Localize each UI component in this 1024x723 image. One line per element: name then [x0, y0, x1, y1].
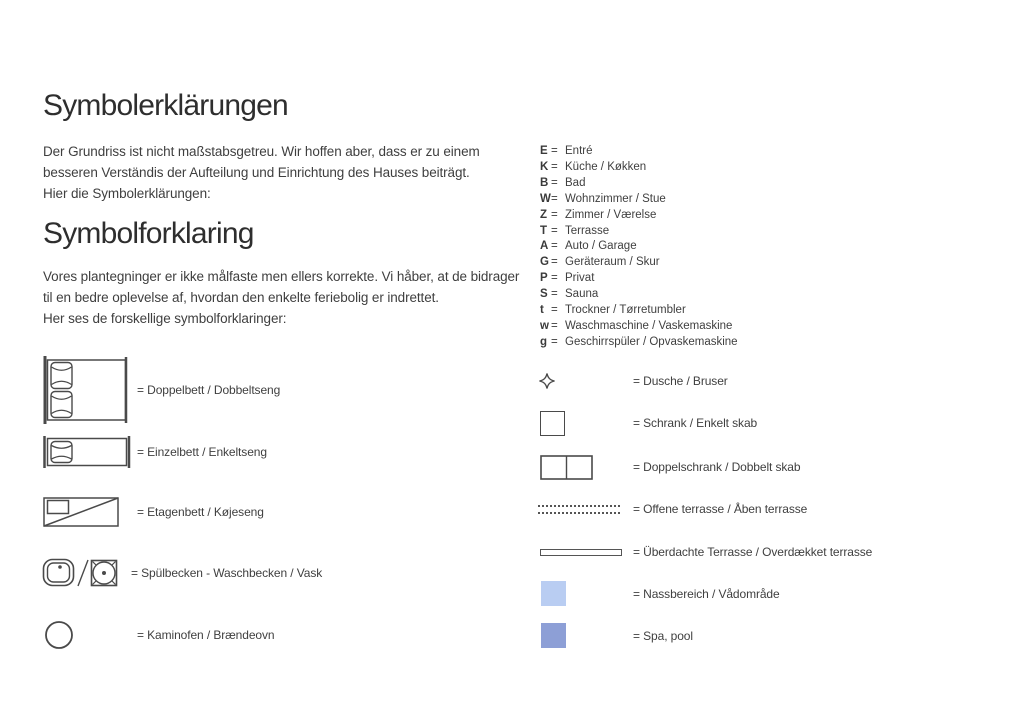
- room-code-label: Zimmer / Værelse: [565, 208, 657, 221]
- room-code-letter: W: [540, 192, 551, 205]
- symbol-label: = Nassbereich / Vådområde: [633, 586, 780, 601]
- symbol-row-spa-pool: [541, 623, 693, 648]
- room-code-row: [540, 255, 738, 271]
- slash-separator: [76, 557, 90, 589]
- room-code-letter: t: [540, 304, 544, 317]
- room-code-label: Bad: [565, 176, 586, 189]
- room-code-letter: w: [540, 319, 549, 332]
- equals-sign: =: [551, 335, 558, 348]
- equals-sign: =: [551, 145, 558, 157]
- washbasin-icon: [42, 558, 76, 588]
- equals-sign: =: [551, 288, 558, 301]
- symbol-row-wet-area: [541, 581, 780, 606]
- room-code-letter: g: [540, 335, 548, 348]
- shower-icon: [538, 372, 556, 390]
- room-code-list: [540, 144, 738, 351]
- room-code-label: Auto / Garage: [565, 240, 637, 253]
- symbol-row-shower: [538, 372, 728, 390]
- symbol-row-sink: [42, 556, 322, 590]
- page-title-german: Symbolerklärungen: [43, 89, 288, 122]
- intro-german-line: Hier die Symbolerklärungen:: [43, 186, 211, 201]
- room-code-row: [540, 144, 738, 160]
- equals-sign: =: [551, 319, 558, 332]
- equals-sign: =: [551, 192, 558, 205]
- symbol-row-open-terrace: [538, 503, 807, 515]
- intro-danish-line: Her ses de forskellige symbolforklaringer:: [43, 311, 287, 326]
- equals-sign: =: [551, 256, 558, 269]
- room-code-letter: Z: [540, 208, 548, 221]
- symbol-label: = Etagenbett / Køjeseng: [137, 505, 264, 519]
- room-code-label: Geschirrspüler / Opvaskemaskine: [565, 335, 738, 348]
- room-code-row: [540, 319, 738, 335]
- equals-sign: =: [551, 304, 558, 317]
- open-terrace-icon: [538, 505, 620, 514]
- room-code-label: Terrasse: [565, 224, 610, 237]
- room-code-label: Geräteraum / Skur: [565, 256, 660, 269]
- double-bed-icon: [43, 356, 129, 424]
- symbol-label: = Schrank / Enkelt skab: [633, 416, 758, 430]
- room-code-label: Küche / Køkken: [565, 160, 647, 173]
- symbol-row-double-bed: [43, 356, 280, 424]
- equals-sign: =: [551, 240, 558, 253]
- room-code-label: Entré: [565, 145, 593, 157]
- room-code-row: [540, 192, 738, 208]
- symbol-label: = Kaminofen / Brændeovn: [137, 628, 275, 642]
- symbol-label: = Überdachte Terrasse / Overdækket terrasse: [633, 545, 873, 559]
- room-code-row: [540, 239, 738, 255]
- single-bed-icon: [43, 436, 131, 468]
- room-code-label: Trockner / Tørretumbler: [565, 304, 686, 317]
- symbol-label: = Spa, pool: [633, 628, 693, 643]
- room-code-row: [540, 176, 738, 192]
- single-cabinet-icon: [540, 411, 565, 436]
- equals-sign: =: [551, 224, 558, 237]
- room-code-letter: K: [540, 160, 549, 173]
- intro-danish-line: Vores plantegninger er ikke målfaste men ellers korrekte. Vi håber, at de bidrager: [43, 269, 520, 284]
- equals-sign: =: [551, 160, 558, 173]
- room-code-letter: T: [540, 224, 548, 237]
- bunk-bed-icon: [43, 497, 119, 527]
- symbol-label: = Einzelbett / Enkeltseng: [137, 445, 267, 459]
- intro-danish-line: til en bedre oplevelse af, hvordan den enkelte feriebolig er indrettet.: [43, 290, 439, 305]
- wood-stove-icon: [44, 620, 74, 650]
- equals-sign: =: [551, 272, 558, 285]
- room-code-row: [540, 335, 738, 351]
- symbol-label: = Offene terrasse / Åben terrasse: [633, 502, 808, 516]
- symbol-label: = Doppelbett / Dobbeltseng: [137, 383, 281, 397]
- room-code-letter: A: [540, 240, 549, 253]
- symbol-label: = Doppelschrank / Dobbelt skab: [633, 460, 801, 474]
- double-cabinet-icon: [540, 455, 593, 480]
- room-code-label: Wohnzimmer / Stue: [565, 192, 666, 205]
- intro-german-line: besseren Verständis der Aufteilung und Einrichtung des Hauses beiträgt.: [43, 165, 470, 180]
- wet-area-swatch: [541, 581, 566, 606]
- sink-icon: [90, 559, 118, 587]
- room-code-row: [540, 224, 738, 240]
- symbol-label: = Spülbecken - Waschbecken / Vask: [131, 566, 323, 580]
- room-code-label: Privat: [565, 272, 595, 285]
- room-code-letter: E: [540, 145, 548, 157]
- room-code-letter: S: [540, 288, 548, 301]
- spa-pool-swatch: [541, 623, 566, 648]
- intro-german-line: Der Grundriss ist nicht maßstabsgetreu. Wir hoffen aber, dass er zu einem: [43, 144, 480, 159]
- symbol-row-bunk-bed: [43, 497, 264, 527]
- covered-terrace-icon: [540, 549, 622, 556]
- room-code-row: [540, 160, 738, 176]
- room-code-label: Waschmaschine / Vaskemaskine: [565, 319, 733, 332]
- room-code-label: Sauna: [565, 288, 599, 301]
- symbol-row-stove: [44, 620, 274, 650]
- symbol-row-double-cabinet: [540, 454, 800, 480]
- room-code-letter: G: [540, 256, 549, 269]
- symbol-row-cabinet: [540, 410, 757, 436]
- symbol-row-single-bed: [43, 436, 267, 468]
- equals-sign: =: [551, 208, 558, 221]
- room-code-row: [540, 303, 738, 319]
- room-code-row: [540, 271, 738, 287]
- equals-sign: =: [551, 176, 558, 189]
- page-title-danish: Symbolforklaring: [43, 217, 254, 250]
- intro-danish: [43, 266, 519, 329]
- room-code-letter: P: [540, 272, 548, 285]
- symbol-row-covered-terrace: [540, 547, 872, 557]
- room-code-row: [540, 208, 738, 224]
- room-code-row: [540, 287, 738, 303]
- symbol-label: = Dusche / Bruser: [633, 374, 728, 388]
- intro-german: [43, 141, 480, 204]
- room-code-letter: B: [540, 176, 549, 189]
